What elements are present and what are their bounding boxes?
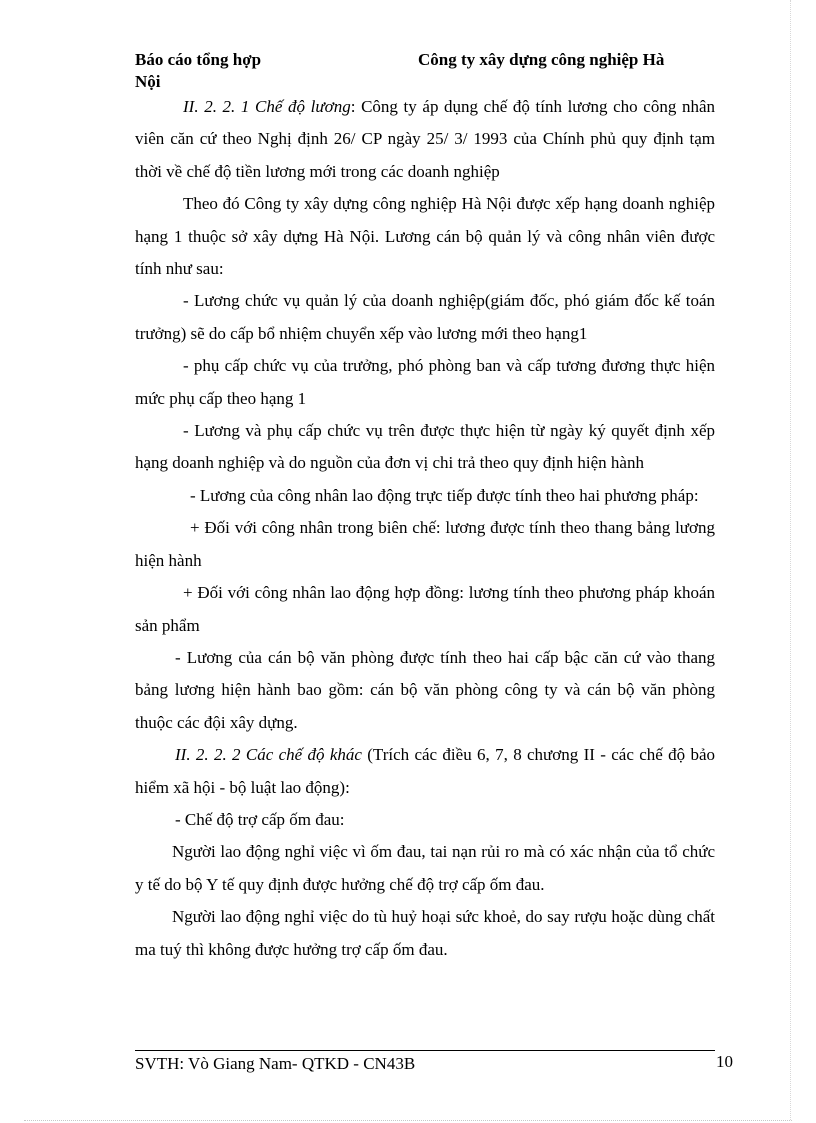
page-number: 10	[716, 1052, 733, 1071]
paragraph: Người lao động nghỉ việc vì ốm đau, tai nạn rủi ro mà có xác nhận của tổ chức y tế do bộ Y tế quy định được hưởng chế độ trợ cấp ốm đau.	[135, 842, 715, 894]
paragraph-text: : Công ty áp dụng chế độ tính lương cho công nhân viên căn cứ theo Nghị định 26/ CP ngày 25/ 3/ 1993 của Chính phủ quy định tạm thời về chế độ tiền lương mới trong các doanh nghiệp	[135, 97, 715, 181]
section-heading-salary: II. 2. 2. 1 Chế độ lương	[183, 97, 351, 116]
header-company-name-wrap: Nội	[135, 72, 161, 91]
section-heading-other: II. 2. 2. 2 Các chế độ khác	[175, 745, 362, 765]
list-item: - Lương của cán bộ văn phòng được tính theo hai cấp bậc căn cứ vào thang bảng lương hiện hành bao gồm: cán bộ văn phòng công ty và cán bộ văn phòng thuộc các đội xây dựng.	[135, 647, 715, 732]
list-item: - Lương và phụ cấp chức vụ trên được thực hiện từ ngày ký quyết định xếp hạng doanh nghiệp và do nguồn của đơn vị chi trả theo quy định hiện hành	[135, 421, 715, 473]
footer-divider	[135, 1050, 715, 1051]
paragraph-text: (Trích các điều 6, 7, 8 chương II - các chế độ bảo hiểm xã hội - bộ luật lao động):	[135, 745, 715, 797]
header-report-title: Báo cáo tổng hợp	[135, 50, 262, 69]
list-item: - Chế độ trợ cấp ốm đau:	[175, 809, 345, 829]
footer-author: SVTH: Vò Giang Nam- QTKD - CN43B	[135, 1054, 416, 1073]
paragraph: Người lao động nghỉ việc do tù huỷ hoại sức khoẻ, do say rượu hoặc dùng chất ma tuý thì không được hưởng trợ cấp ốm đau.	[135, 907, 715, 959]
paragraph-other-regimes	[135, 739, 715, 804]
sub-list-item: + Đối với công nhân trong biên chế: lương được tính theo thang bảng lương hiện hành	[135, 518, 715, 570]
paragraph-salary-regime	[135, 91, 715, 188]
document-body	[135, 91, 715, 966]
list-item: - phụ cấp chức vụ của trưởng, phó phòng ban và cấp tương đương thực hiện mức phụ cấp theo hạng 1	[135, 356, 715, 408]
header-company-name: Công ty xây dựng công nghiệp Hà	[418, 50, 665, 69]
sub-list-item: + Đối với công nhân lao động hợp đồng: lương tính theo phương pháp khoán sản phẩm	[135, 583, 715, 635]
list-item: - Lương của công nhân lao động trực tiếp được tính theo hai phương pháp:	[190, 485, 699, 505]
paragraph: Theo đó Công ty xây dựng công nghiệp Hà Nội được xếp hạng doanh nghiệp hạng 1 thuộc sở xây dựng Hà Nội. Lương cán bộ quản lý và công nhân viên được tính như sau:	[135, 194, 715, 279]
list-item: - Lương chức vụ quản lý của doanh nghiệp(giám đốc, phó giám đốc kế toán trưởng) sẽ do cấp bổ nhiệm chuyển xếp vào lương mới theo hạng1	[135, 291, 715, 343]
page-bottom-edge	[24, 1120, 792, 1121]
page-right-edge	[790, 0, 791, 1120]
